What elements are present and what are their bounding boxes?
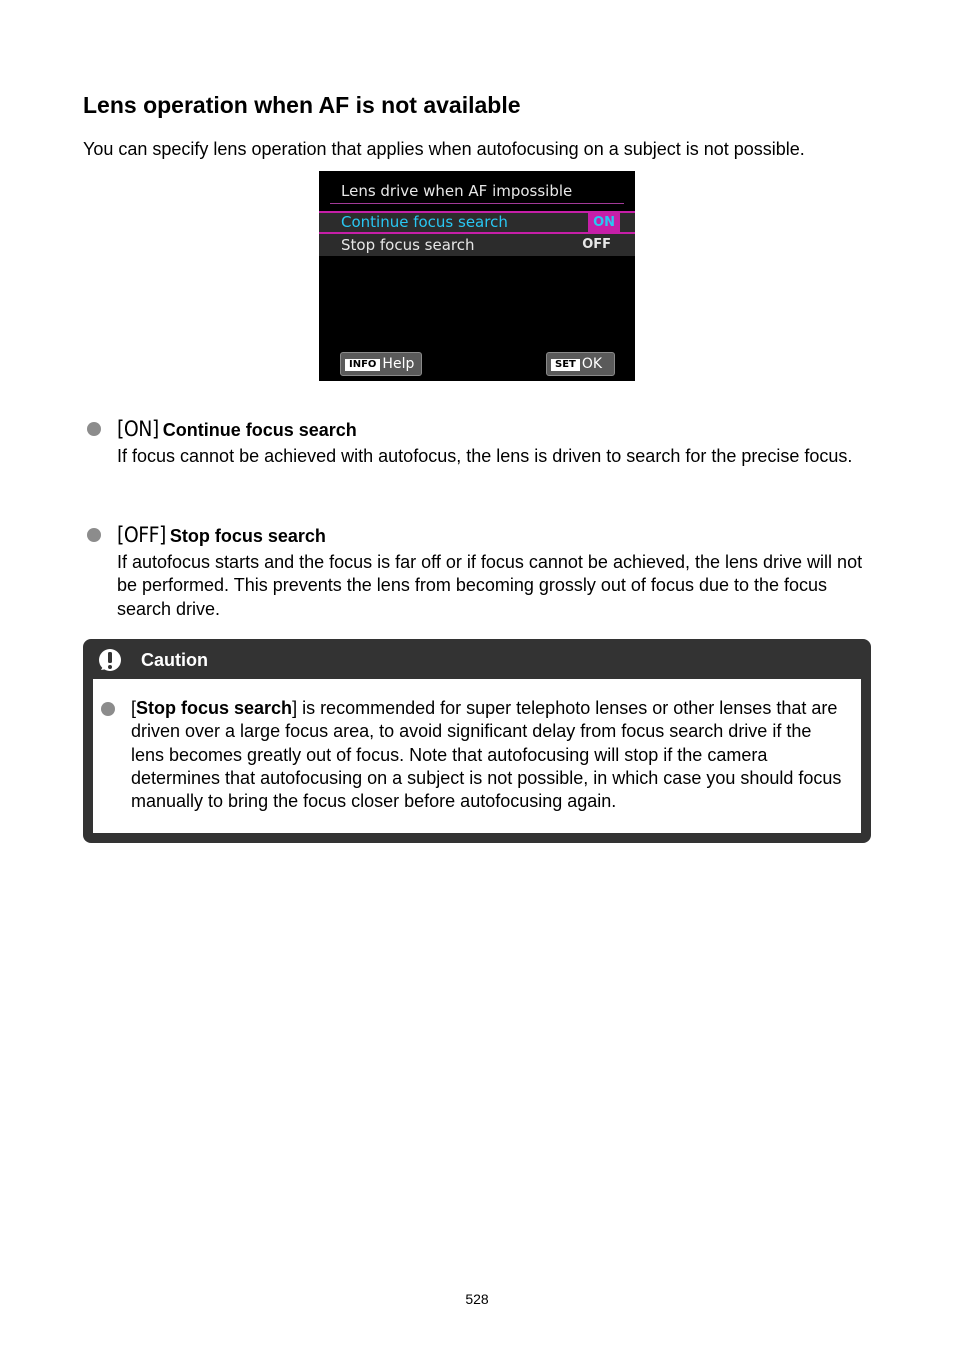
item-title: Continue focus search	[162, 420, 357, 440]
set-ok-button[interactable]	[546, 352, 615, 376]
caution-text	[131, 697, 846, 813]
caution-content	[93, 679, 861, 833]
info-tag: INFO	[345, 359, 380, 371]
set-tag: SET	[551, 359, 580, 371]
off-icon: [OFF]	[117, 523, 166, 547]
menu-option-value: ON	[588, 213, 620, 232]
help-label: Help	[382, 356, 415, 372]
item-heading-off	[117, 523, 326, 548]
intro-paragraph: You can specify lens operation that applies when autofocusing on a subject is not possible.	[83, 139, 805, 159]
caution-bold-term: Stop focus search	[136, 698, 293, 718]
menu-title-divider	[330, 203, 624, 204]
bracket-open: [	[131, 698, 137, 718]
caution-body-text: ] is recommended for super telephoto lenses or other lenses that are driven over a large focus area, to avoid significant delay from focus search drive if the lens becomes greatly out of focus. Note that autofocusing will stop if the camera determines that autofocusing on a subject is not possible, in which case you should focus manually to bring the focus closer before autofocusing again.	[131, 698, 842, 812]
bullet-icon	[87, 422, 101, 436]
camera-menu-screenshot	[319, 171, 635, 381]
on-icon: [ON]	[117, 417, 159, 441]
caution-icon	[98, 648, 122, 672]
bullet-icon	[101, 702, 115, 716]
menu-title: Lens drive when AF impossible	[341, 182, 573, 200]
ok-label: OK	[581, 356, 603, 372]
item-title: Stop focus search	[169, 526, 326, 546]
menu-option-stop-focus-search[interactable]	[319, 234, 635, 256]
info-help-button[interactable]	[340, 352, 422, 376]
menu-option-value: OFF	[582, 237, 611, 252]
caution-title: Caution	[141, 650, 208, 670]
item-description: If focus cannot be achieved with autofocus, the lens is driven to search for the precise focus.	[117, 446, 853, 466]
item-heading-on	[117, 417, 357, 442]
page-number: 528	[465, 1291, 489, 1307]
bullet-icon	[87, 528, 101, 542]
menu-option-label: Continue focus search	[341, 213, 508, 231]
section-heading: Lens operation when AF is not available	[83, 92, 521, 118]
menu-option-label: Stop focus search	[341, 236, 475, 254]
item-description: If autofocus starts and the focus is far off or if focus cannot be achieved, the lens drive will not be performed. This prevents the lens from becoming grossly out of focus due to the focus search drive.	[117, 552, 863, 619]
caution-box	[83, 639, 871, 843]
menu-option-continue-focus-search[interactable]	[319, 211, 635, 234]
